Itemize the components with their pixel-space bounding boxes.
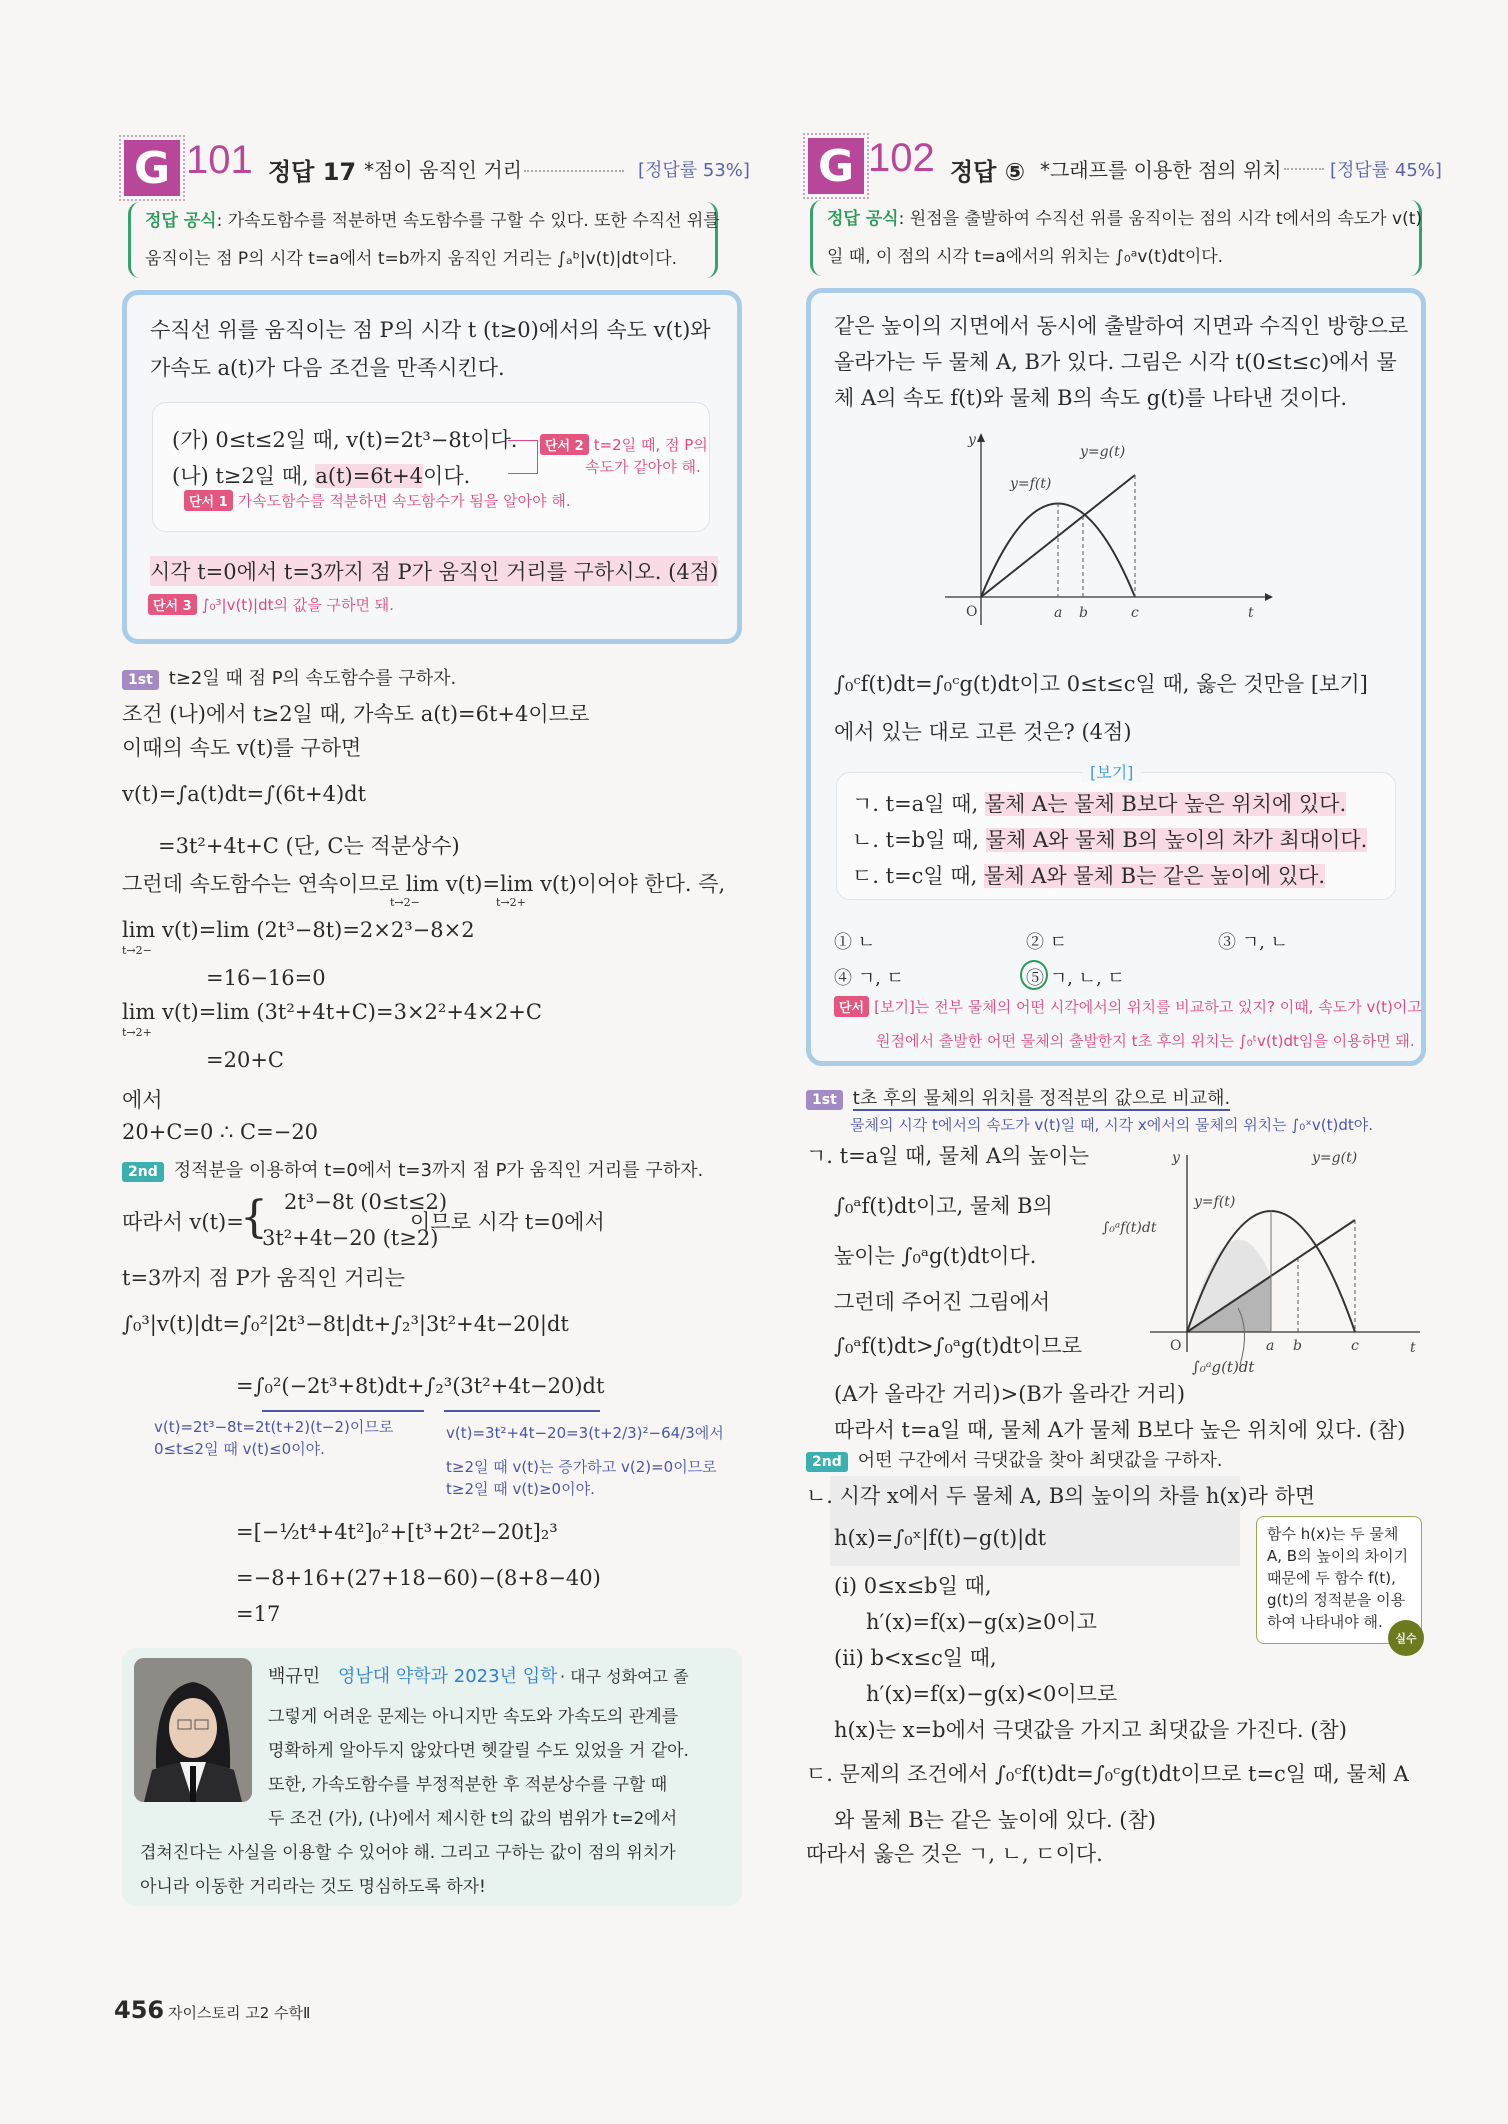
solution-line: 그런데 주어진 그림에서 [834,1290,1051,1314]
piecewise-line: 2t³−8t (0≤t≤2) [284,1190,448,1214]
topic-label: *점이 움직인 거리 [364,158,522,182]
correct-rate: [정답률 53%] [638,160,750,181]
solution-line: h′(x)=f(x)−g(x)<0이므로 [866,1682,1118,1706]
step-title: 어떤 구간에서 극댓값을 찾아 최댓값을 구하자. [857,1450,1223,1471]
side-note: v(t)=3t²+4t−20=3(t+2/3)²−64/3에서 [446,1424,724,1442]
formula-text: 움직이는 점 P의 시각 t=a에서 t=b까지 움직인 거리는 ∫ₐᵇ|v(t)|dt이다. [145,249,678,269]
hint-text: 속도가 같아야 해. [585,458,701,476]
choice-2[interactable]: ② ㄷ [1026,932,1068,953]
answer-label: 정답 ⑤ [950,158,1026,186]
solution-line: 와 물체 B는 같은 높이에 있다. (참) [834,1808,1156,1832]
side-note: 0≤t≤2일 때 v(t)≤0이야. [154,1440,325,1458]
solution-line: 높이는 ∫₀ᵃg(t)dt이다. [834,1244,1037,1268]
mistake-callout: 함수 h(x)는 두 물체 A, B의 높이의 차이기 때문에 두 함수 f(t), g(t)의 정적분을 이용하여 나타내야 해. [1256,1516,1422,1644]
solution-line: =∫₀²(−2t³+8t)dt+∫₂³(3t²+4t−20)dt [236,1374,605,1398]
solution-line: 20+C=0 ∴ C=−20 [122,1120,319,1144]
solution-line: =[−½t⁴+4t²]₀²+[t³+2t²−20t]₂³ [236,1520,558,1544]
tick-c: c [1351,1338,1359,1354]
axis-label-t: t [1248,605,1254,621]
line-g [981,475,1135,597]
solution-line: 따라서 옳은 것은 ㄱ, ㄴ, ㄷ이다. [806,1842,1103,1866]
axis-label-y: y [1172,1150,1180,1166]
step-title: 정적분을 이용하여 t=0에서 t=3까지 점 P가 움직인 거리를 구하자. [173,1160,704,1181]
hint-tag: 단서 1 [184,490,233,511]
step-title: t초 후의 물체의 위치를 정적분의 값으로 비교해. [852,1088,1231,1109]
leader-dots [524,170,624,172]
solution-line: (ii) b<x≤c일 때, [834,1646,997,1670]
formula-text: : 원점을 출발하여 수직선 위를 움직이는 점의 시각 t에서의 속도가 v(t) [898,209,1423,229]
velocity-graph [940,430,1290,630]
solution-line: =−8+16+(27+18−60)−(8+8−40) [236,1566,601,1590]
step-tag: 2nd [806,1452,848,1472]
answer-formula [810,200,1422,276]
student-origin: · 대구 성화여고 졸 [560,1667,689,1686]
solution-line: =16−16=0 [206,966,326,990]
condition-b-pre: (나) t≥2일 때, [172,464,316,488]
question-text: 에서 있는 대로 고른 것은? (4점) [834,720,1132,744]
underline [444,1410,600,1412]
hint-tag: 단서 3 [148,594,197,615]
problem-number: 101 [186,138,253,182]
hint-text: ∫₀³|v(t)|dt의 값을 구하면 돼. [201,596,395,614]
bogi-highlight: 물체 A와 물체 B는 같은 높이에 있다. [984,864,1326,888]
solution-line: ㄷ. 문제의 조건에서 ∫₀ᶜf(t)dt=∫₀ᶜg(t)dt이므로 t=c일 때, 물체 A [806,1762,1409,1786]
formula-label: 정답 공식 [145,211,217,231]
hint-2 [540,434,708,455]
solution-line: ∫₀ᵃf(t)dt>∫₀ᵃg(t)dt이므로 [834,1334,1083,1358]
step-title: t≥2일 때 점 P의 속도함수를 구하자. [168,668,457,689]
page-number: 456 [114,1996,165,2024]
solution-line: (A가 올라간 거리)>(B가 올라간 거리) [834,1382,1186,1406]
problem-text: 올라가는 두 물체 A, B가 있다. 그림은 시각 t(0≤t≤c)에서 물 [834,350,1397,374]
review-line: 그렇게 어려운 문제는 아니지만 속도와 가속도의 관계를 [268,1707,679,1727]
formula-label: 정답 공식 [827,209,899,229]
bogi-item [852,860,1325,890]
label-g: y=g(t) [1312,1150,1358,1166]
review-line: 아니라 이동한 거리라는 것도 명심하도록 하자! [140,1877,486,1897]
problem-badge: G [124,140,180,196]
solution-line: lim v(t)=lim (2t³−8t)=2×2³−8×2 [122,918,475,942]
solution-line: 그런데 속도함수는 연속이므로 lim v(t)=lim v(t)이어야 한다. 즉, [122,872,726,896]
leader-dots [1284,168,1324,170]
solution-line: h′(x)=f(x)−g(x)≥0이고 [866,1610,1097,1634]
formula-text: : 가속도함수를 적분하면 속도함수를 구할 수 있다. 또한 수직선 위를 [216,211,720,231]
tick-c: c [1131,605,1139,621]
arrow-icon [1265,593,1273,601]
solution-line: (i) 0≤x≤b일 때, [834,1574,992,1598]
step-1 [806,1084,1230,1110]
solution-line: 조건 (나)에서 t≥2일 때, 가속도 a(t)=6t+4이므로 [122,702,590,726]
brace: { [240,1192,268,1243]
condition-b-post: 이다. [423,464,471,488]
formula-text: 일 때, 이 점의 시각 t=a에서의 위치는 ∫₀ᵃv(t)dt이다. [827,247,1224,267]
underline [262,1410,424,1412]
solution-line: 에서 [122,1088,163,1112]
label-g-integral: ∫₀ᵃg(t)dt [1192,1358,1255,1376]
question-text: 시각 t=0에서 t=3까지 점 P가 움직인 거리를 구하시오. (4점) [150,556,718,586]
axis-label-y: y [968,432,976,448]
problem-text: 수직선 위를 움직이는 점 P의 시각 t (t≥0)에서의 속도 v(t)와 [150,318,711,342]
problem-text: 가속도 a(t)가 다음 조건을 만족시킨다. [150,356,505,380]
solution-line: t=3까지 점 P가 움직인 거리는 [122,1266,406,1290]
bogi-item [852,788,1346,818]
limit-subscript: t→2+ [122,1026,152,1039]
label-f-integral: ∫₀ᵃf(t)dt [1102,1220,1157,1236]
solution-line: =17 [236,1602,281,1626]
bogi-highlight: 물체 A와 물체 B의 높이의 차가 최대이다. [985,828,1368,852]
tick-b: b [1293,1338,1302,1354]
question-text: ∫₀ᶜf(t)dt=∫₀ᶜg(t)dt이고 0≤t≤c일 때, 옳은 것만을 [보기] [834,672,1368,696]
step-note: 물체의 시각 t에서의 속도가 v(t)일 때, 시각 x에서의 물체의 위치는 ∫₀ˣv(t)dt야. [850,1116,1374,1134]
solution-line: v(t)=∫a(t)dt=∫(6t+4)dt [122,782,367,806]
condition-b [172,460,470,490]
step-1 [122,664,456,690]
hint-3 [148,594,394,615]
tick-a: a [1266,1338,1275,1354]
problem-badge: G [808,138,864,194]
solution-line: ㄱ. t=a일 때, 물체 A의 높이는 [806,1144,1090,1168]
student-school: 영남대 약학과 2023년 입학 [338,1666,558,1687]
origin-label: O [1170,1338,1182,1354]
label-f: y=f(t) [1194,1194,1236,1210]
hint-1 [184,490,571,511]
tick-a: a [1054,605,1063,621]
problem-text: 같은 높이의 지면에서 동시에 출발하여 지면과 수직인 방향으로 [834,314,1409,338]
side-note: t≥2일 때 v(t)≥0이야. [446,1480,595,1498]
solution-line: h(x)=∫₀ˣ|f(t)−g(t)|dt [834,1526,1047,1550]
solution-line: 따라서 t=a일 때, 물체 A가 물체 B보다 높은 위치에 있다. (참) [834,1418,1406,1442]
label-g: y=g(t) [1080,444,1126,460]
choice-4[interactable]: ④ ㄱ, ㄷ [834,968,904,989]
review-line: 명확하게 알아두지 않았다면 헷갈릴 수도 있었을 거 같아. [268,1741,689,1761]
limit-subscript: t→2− [390,896,420,909]
bogi-highlight: 물체 A는 물체 B보다 높은 위치에 있다. [984,792,1347,816]
hint-tag: 단서 [834,996,869,1017]
hint-text: 가속도함수를 적분하면 속도함수가 됨을 알아야 해. [237,492,571,510]
hint [834,996,1422,1017]
axis-label-t: t [1410,1340,1416,1356]
step-tag: 1st [806,1090,843,1110]
review-line: 겹쳐진다는 사실을 이용할 수 있어야 해. 그리고 구하는 값이 점의 위치가 [140,1843,676,1863]
area-graph [1080,1140,1430,1380]
solution-line: 이므로 시각 t=0에서 [410,1210,605,1234]
step-tag: 2nd [122,1162,164,1182]
hint-text: t=2일 때, 점 P의 [593,436,708,454]
choice-3[interactable]: ③ ㄱ, ㄴ [1218,932,1288,953]
side-note: t≥2일 때 v(t)는 증가하고 v(2)=0이므로 [446,1458,717,1476]
solution-line: 이때의 속도 v(t)를 구하면 [122,736,362,760]
solution-line: ∫₀ᵃf(t)dt이고, 물체 B의 [834,1194,1053,1218]
mistake-badge: 실수 [1388,1620,1424,1656]
label-f: y=f(t) [1010,476,1052,492]
student-photo [134,1658,252,1802]
choice-5[interactable]: ⑤ ㄱ, ㄴ, ㄷ [1026,968,1125,989]
student-name: 백규민 [268,1666,321,1687]
piecewise-line: 3t²+4t−20 (t≥2) [262,1226,439,1250]
hint-connector [508,440,538,474]
solution-line: ㄴ. 시각 x에서 두 물체 A, B의 높이의 차를 h(x)라 하면 [806,1484,1316,1508]
choice-1[interactable]: ① ㄴ [834,932,876,953]
hint-text: [보기]는 전부 물체의 어떤 시각에서의 위치를 비교하고 있지? 이때, 속도가 v(t)이고 [874,998,1422,1016]
problem-text: 체 A의 속도 f(t)와 물체 B의 속도 g(t)를 나타낸 것이다. [834,386,1348,410]
solution-line: ∫₀³|v(t)|dt=∫₀²|2t³−8t|dt+∫₂³|3t²+4t−20|dt [122,1312,569,1336]
review-line: 또한, 가속도함수를 부정적분한 후 적분상수를 구할 때 [268,1775,668,1795]
hint-text: 원점에서 출발한 어떤 물체의 출발한지 t초 후의 위치는 ∫₀ᵗv(t)dt임을 이용하면 돼. [876,1032,1415,1050]
topic-label: *그래프를 이용한 점의 위치 [1040,158,1282,182]
solution-line: h(x)는 x=b에서 극댓값을 가지고 최댓값을 가진다. (참) [834,1718,1347,1742]
solution-line: =3t²+4t+C (단, C는 적분상수) [158,834,460,858]
limit-subscript: t→2+ [496,896,526,909]
step-2 [122,1156,703,1182]
condition-a: (가) 0≤t≤2일 때, v(t)=2t³−8t이다. [172,428,518,452]
hint-tag: 단서 2 [540,434,589,455]
step-2 [806,1446,1222,1472]
condition-b-highlight: a(t)=6t+4 [315,464,424,488]
arrow-icon [977,433,985,442]
bogi-title: [보기] [1082,760,1141,783]
bogi-prefix: ㄱ. t=a일 때, [852,792,985,816]
limit-subscript: t→2− [122,944,152,957]
answer-label: 정답 17 [268,158,357,186]
step-tag: 1st [122,670,159,690]
solution-line: lim v(t)=lim (3t²+4t+C)=3×2²+4×2+C [122,1000,542,1024]
tick-b: b [1079,605,1088,621]
origin-label: O [966,604,978,620]
bogi-prefix: ㄷ. t=c일 때, [852,864,985,888]
bogi-item [852,824,1367,854]
solution-line: =20+C [206,1048,284,1072]
book-title: 자이스토리 고2 수학Ⅱ [168,2004,311,2022]
side-note: v(t)=2t³−8t=2t(t+2)(t−2)이므로 [154,1418,394,1436]
problem-number: 102 [868,136,935,180]
review-line: 두 조건 (가), (나)에서 제시한 t의 값의 범위가 t=2에서 [268,1809,678,1829]
solution-line: 따라서 v(t)= [122,1210,244,1234]
answer-circle [1020,960,1048,990]
answer-formula [128,202,718,278]
bogi-prefix: ㄴ. t=b일 때, [852,828,986,852]
correct-rate: [정답률 45%] [1330,160,1442,181]
